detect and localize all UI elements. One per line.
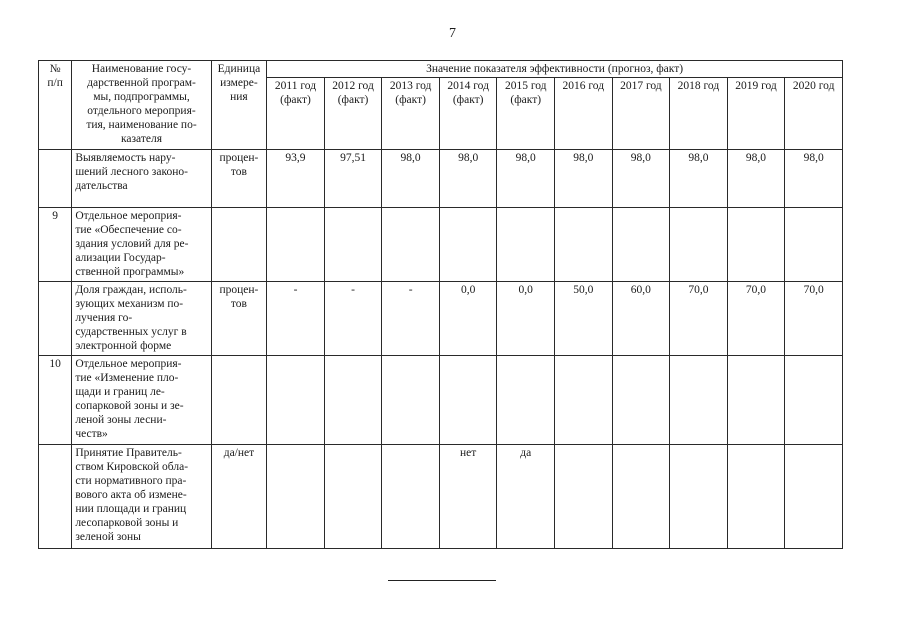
row-unit: процен- тов	[211, 282, 267, 356]
row-number	[39, 150, 72, 208]
row-value	[612, 208, 670, 282]
row-value: 98,0	[382, 150, 440, 208]
header-year: 2020 год	[785, 78, 843, 150]
row-value	[670, 445, 728, 549]
table-row	[39, 445, 843, 549]
row-value	[727, 208, 785, 282]
row-name: Доля граждан, исполь- зующих механизм по- лучения го- сударственных услуг в электронной форме	[72, 282, 211, 356]
row-value	[324, 356, 382, 445]
header-unit: Единица измере- ния	[211, 61, 267, 150]
row-value: 50,0	[555, 282, 613, 356]
header-year: 2014 год (факт)	[439, 78, 497, 150]
row-number: 10	[39, 356, 72, 445]
row-value: -	[382, 282, 440, 356]
header-year: 2011 год (факт)	[267, 78, 325, 150]
row-value: 70,0	[670, 282, 728, 356]
page-number: 7	[449, 26, 456, 41]
row-value	[612, 356, 670, 445]
header-year: 2017 год	[612, 78, 670, 150]
header-group: Значение показателя эффективности (прогноз, факт)	[267, 61, 843, 78]
row-number	[39, 282, 72, 356]
header-name: Наименование госу- дарственной програм- мы, подпрограммы, отдельного мероприя- тия, наименование по- казателя	[72, 61, 211, 150]
row-name: Отдельное мероприя- тие «Обеспечение со- здания условий для ре- ализации Государ- ственной программы»	[72, 208, 211, 282]
header-year: 2012 год (факт)	[324, 78, 382, 150]
row-value: 70,0	[727, 282, 785, 356]
row-value: -	[267, 282, 325, 356]
footer-rule	[388, 580, 496, 581]
row-name: Отдельное мероприя- тие «Изменение пло- щади и границ ле- сопарковой зоны и зе- леной зоны лесни- честв»	[72, 356, 211, 445]
row-value: 98,0	[497, 150, 555, 208]
row-value	[612, 445, 670, 549]
table-row	[39, 282, 843, 356]
row-value	[267, 208, 325, 282]
row-unit	[211, 208, 267, 282]
row-name: Принятие Правитель- ством Кировской обла- сти нормативного пра- вового акта об измене- нии площади и границ лесопарковой зоны и зеленой зоны	[72, 445, 211, 549]
header-year: 2015 год (факт)	[497, 78, 555, 150]
row-value: да	[497, 445, 555, 549]
row-value	[267, 356, 325, 445]
row-value: нет	[439, 445, 497, 549]
row-value	[727, 356, 785, 445]
row-value	[497, 356, 555, 445]
row-value	[785, 208, 843, 282]
row-value	[324, 445, 382, 549]
row-value: 0,0	[439, 282, 497, 356]
row-value	[497, 208, 555, 282]
row-value	[555, 356, 613, 445]
row-value	[382, 356, 440, 445]
row-value	[670, 208, 728, 282]
table-row	[39, 356, 843, 445]
row-value: 70,0	[785, 282, 843, 356]
header-year: 2019 год	[727, 78, 785, 150]
row-value: -	[324, 282, 382, 356]
row-value	[439, 356, 497, 445]
row-value	[382, 445, 440, 549]
row-value: 98,0	[670, 150, 728, 208]
row-number	[39, 445, 72, 549]
row-value	[324, 208, 382, 282]
header-year: 2018 год	[670, 78, 728, 150]
indicators-table	[38, 60, 843, 549]
row-value	[382, 208, 440, 282]
row-unit	[211, 356, 267, 445]
row-value: 98,0	[439, 150, 497, 208]
header-year: 2013 год (факт)	[382, 78, 440, 150]
row-value: 93,9	[267, 150, 325, 208]
row-name: Выявляемость нару- шений лесного законо- дательства	[72, 150, 211, 208]
row-value	[785, 356, 843, 445]
row-value	[670, 356, 728, 445]
row-value	[555, 445, 613, 549]
row-value	[785, 445, 843, 549]
table-row	[39, 150, 843, 208]
row-value: 98,0	[612, 150, 670, 208]
row-unit: да/нет	[211, 445, 267, 549]
row-value	[439, 208, 497, 282]
row-value: 97,51	[324, 150, 382, 208]
row-value: 98,0	[727, 150, 785, 208]
row-value: 60,0	[612, 282, 670, 356]
header-year: 2016 год	[555, 78, 613, 150]
header-no: № п/п	[39, 61, 72, 150]
row-value	[267, 445, 325, 549]
row-value	[727, 445, 785, 549]
row-value: 98,0	[785, 150, 843, 208]
table-row	[39, 208, 843, 282]
row-unit: процен- тов	[211, 150, 267, 208]
row-value: 98,0	[555, 150, 613, 208]
row-value: 0,0	[497, 282, 555, 356]
row-number: 9	[39, 208, 72, 282]
row-value	[555, 208, 613, 282]
